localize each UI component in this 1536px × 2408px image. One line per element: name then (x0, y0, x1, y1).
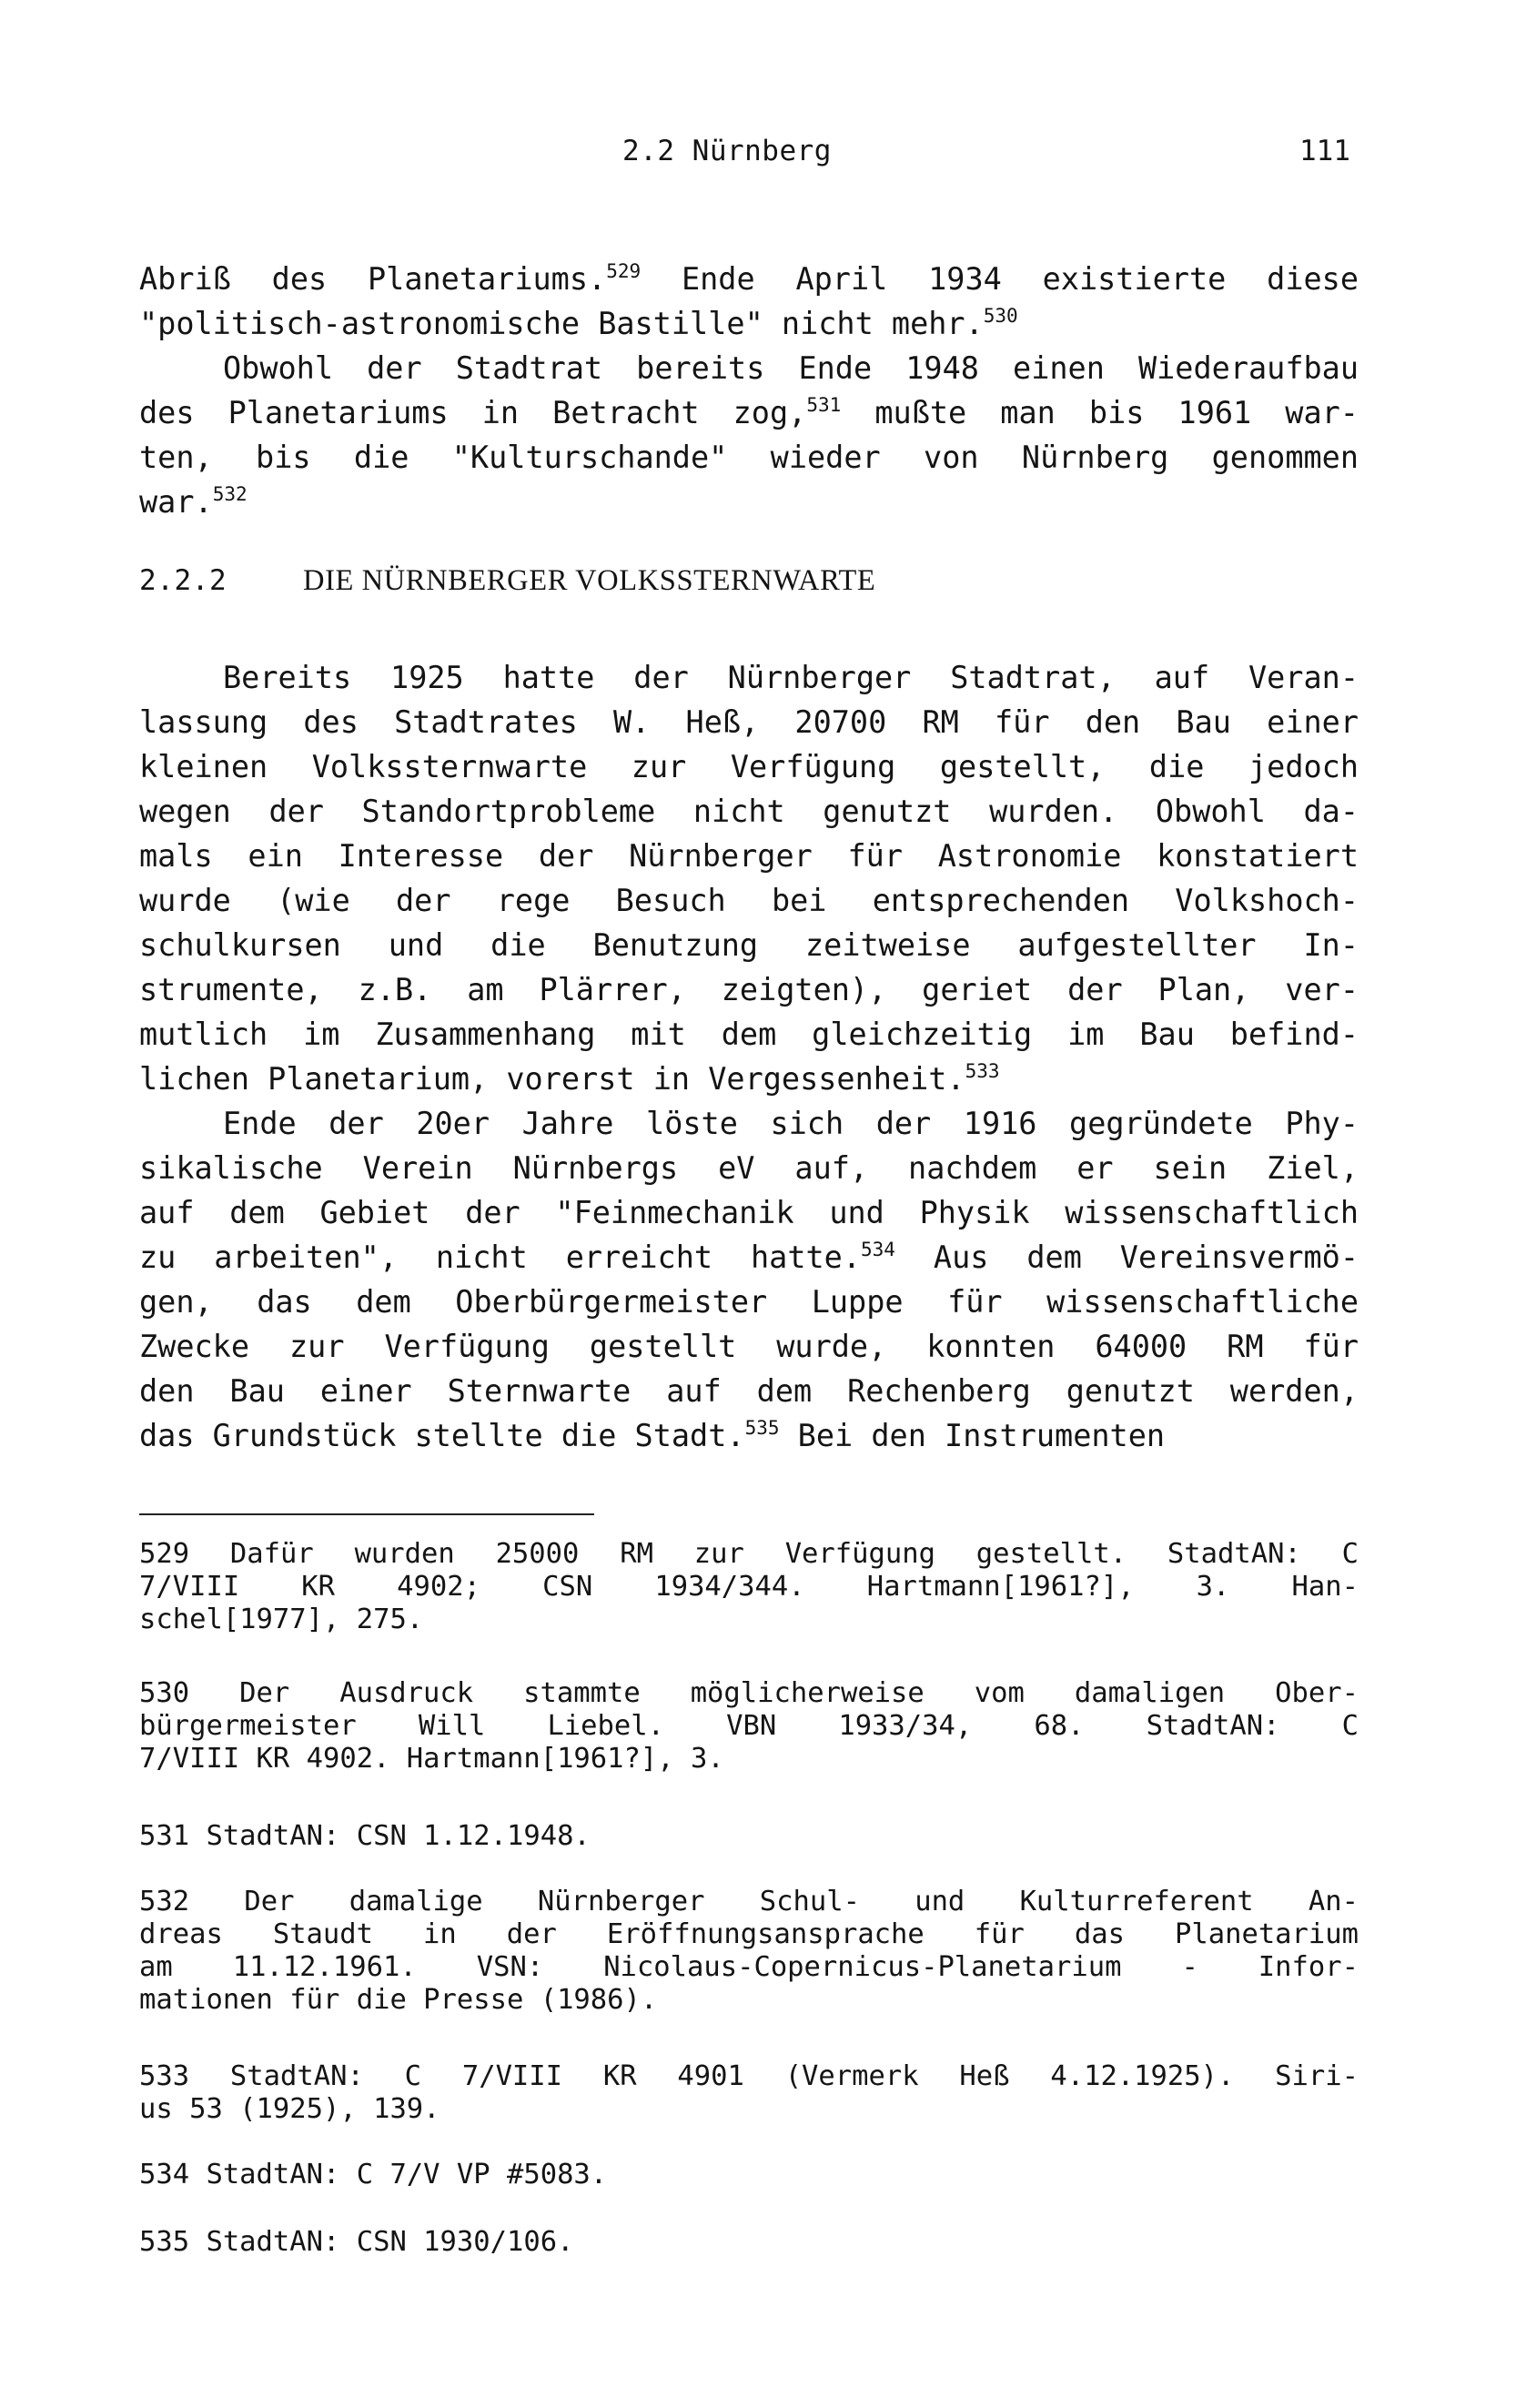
paragraph-volkssternwarte (139, 655, 1359, 1101)
text-line (139, 1146, 1359, 1190)
line-text: lassung des Stadtrates W. Heß, 20700 RM für den Bau einer (139, 704, 1359, 740)
line-text: ten, bis die "Kulturschande" wieder von Nürnberg genommen (139, 440, 1359, 475)
text-line (139, 967, 1359, 1012)
line-text: sikalische Verein Nürnbergs eV auf, nachdem er sein Ziel, (139, 1150, 1359, 1186)
section-title: DIE NÜRNBERGER VOLKSSTERNWARTE (303, 564, 876, 597)
line-text: war. (139, 484, 213, 520)
line-text: Zwecke zur Verfügung gestellt wurde, konnten 64000 RM für (139, 1329, 1359, 1364)
footnote-534 (139, 2159, 1359, 2191)
paragraph-physikalischer-verein (139, 1101, 1359, 1458)
text-line (139, 1101, 1359, 1146)
footnote-line: 531 StadtAN: CSN 1.12.1948. (139, 1820, 591, 1852)
text-line (139, 789, 1359, 834)
text-line (139, 1190, 1359, 1235)
text-line (139, 1012, 1359, 1057)
footnote-line: am 11.12.1961. VSN: Nicolaus-Copernicus-Planetarium - Infor- (139, 1951, 1359, 1983)
footnote-line: schel[1977], 275. (139, 1604, 424, 1635)
text-line (139, 390, 1359, 435)
paragraph-abriss (139, 257, 1359, 346)
text-line (139, 834, 1359, 878)
text-line (139, 301, 1359, 346)
line-text: Aus dem Vereinsvermö- (894, 1239, 1359, 1275)
footnote-533 (139, 2060, 1359, 2126)
text-line (139, 257, 1359, 301)
footnote-535 (139, 2226, 1359, 2259)
footnote-line: us 53 (1925), 139. (139, 2093, 440, 2125)
line-text: Bei den Instrumenten (779, 1418, 1166, 1453)
text-line (139, 1280, 1359, 1324)
text-line (139, 480, 1359, 524)
text-line (139, 1057, 1359, 1101)
footnote-line: 534 StadtAN: C 7/V VP #5083. (139, 2159, 608, 2190)
text-line (139, 1324, 1359, 1369)
footnote-line: 532 Der damalige Nürnberger Schul- und Kulturreferent An- (139, 1886, 1359, 1917)
text-line (139, 346, 1359, 390)
footnote-line: 530 Der Ausdruck stammte möglicherweise vom damaligen Ober- (139, 1677, 1359, 1709)
line-text: Abriß des Planetariums. (139, 261, 607, 297)
line-text: mutlich im Zusammenhang mit dem gleichzeitig im Bau befind- (139, 1017, 1359, 1052)
text-line (139, 700, 1359, 744)
footnote-line: 7/VIII KR 4902; CSN 1934/344. Hartmann[1961?], 3. Han- (139, 1571, 1359, 1603)
section-number: 2.2.2 (139, 564, 227, 597)
footnote-reference[interactable]: 535 (744, 1416, 780, 1439)
line-text: gen, das dem Oberbürgermeister Luppe für wissenschaftliche (139, 1284, 1359, 1320)
footnote-line: 7/VIII KR 4902. Hartmann[1961?], 3. (139, 1743, 724, 1775)
text-line (139, 435, 1359, 480)
line-text: Bereits 1925 hatte der Nürnberger Stadtrat, auf Veran- (223, 660, 1359, 695)
footnote-532 (139, 1886, 1359, 2017)
line-text: des Planetariums in Betracht zog, (139, 395, 807, 430)
line-text: zu arbeiten", nicht erreicht hatte. (139, 1239, 862, 1275)
footnote-reference[interactable]: 531 (806, 393, 842, 416)
footnote-line: 533 StadtAN: C 7/VIII KR 4901 (Vermerk Heß 4.12.1925). Siri- (139, 2060, 1359, 2092)
text-line (139, 878, 1359, 923)
footnote-reference[interactable]: 534 (861, 1238, 895, 1260)
footnote-529 (139, 1538, 1359, 1636)
line-text: das Grundstück stellte die Stadt. (139, 1418, 745, 1453)
text-line (139, 1413, 1359, 1458)
footnote-reference[interactable]: 532 (212, 482, 248, 505)
line-text: Ende der 20er Jahre löste sich der 1916 gegründete Phy- (223, 1106, 1359, 1141)
line-text: Ende April 1934 existierte diese (641, 261, 1359, 297)
footnote-line: mationen für die Presse (1986). (139, 1984, 658, 2016)
line-text: Obwohl der Stadtrat bereits Ende 1948 einen Wiederaufbau (223, 350, 1359, 386)
footnote-separator (139, 1513, 594, 1515)
line-text: den Bau einer Sternwarte auf dem Rechenberg genutzt werden, (139, 1373, 1359, 1409)
footnote-531 (139, 1820, 1359, 1853)
running-header-title: 2.2 Nürnberg (622, 135, 832, 167)
line-text: mußte man bis 1961 war- (841, 395, 1359, 430)
text-line (139, 744, 1359, 789)
line-text: wegen der Standortprobleme nicht genutzt wurden. Obwohl da- (139, 794, 1359, 829)
text-line (139, 655, 1359, 700)
line-text: lichen Planetarium, vorerst in Vergessenheit. (139, 1061, 965, 1097)
footnote-reference[interactable]: 533 (965, 1059, 1000, 1082)
footnote-530 (139, 1677, 1359, 1776)
footnote-line: 529 Dafür wurden 25000 RM zur Verfügung gestellt. StadtAN: C (139, 1538, 1359, 1570)
footnote-line: 535 StadtAN: CSN 1930/106. (139, 2226, 574, 2258)
text-line (139, 1369, 1359, 1413)
line-text: "politisch-astronomische Bastille" nicht mehr. (139, 306, 984, 341)
line-text: mals ein Interesse der Nürnberger für Astronomie konstatiert (139, 838, 1359, 874)
footnote-reference[interactable]: 529 (606, 259, 642, 282)
footnote-line: bürgermeister Will Liebel. VBN 1933/34, 68. StadtAN: C (139, 1710, 1359, 1742)
footnote-reference[interactable]: 530 (983, 304, 1018, 327)
footnote-line: dreas Staudt in der Eröffnungsansprache für das Planetarium (139, 1918, 1359, 1950)
text-line (139, 1235, 1359, 1280)
text-line (139, 923, 1359, 967)
line-text: schulkursen und die Benutzung zeitweise aufgestellter In- (139, 927, 1359, 963)
line-text: auf dem Gebiet der "Feinmechanik und Physik wissenschaftlich (139, 1195, 1359, 1230)
section-heading (139, 564, 875, 598)
page-number: 111 (1299, 135, 1350, 167)
line-text: kleinen Volkssternwarte zur Verfügung gestellt, die jedoch (139, 749, 1359, 784)
line-text: wurde (wie der rege Besuch bei entsprechenden Volkshoch- (139, 883, 1359, 918)
line-text: strumente, z.B. am Plärrer, zeigten), geriet der Plan, ver- (139, 972, 1359, 1007)
paragraph-wiederaufbau (139, 346, 1359, 524)
